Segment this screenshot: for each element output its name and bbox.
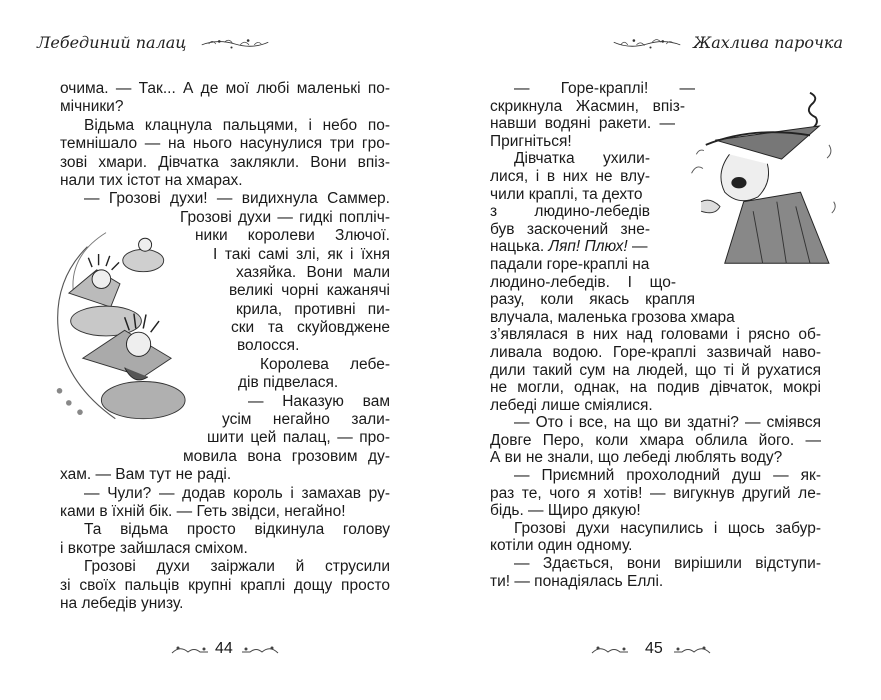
- text-line: лися, і в них не влу-: [490, 167, 650, 185]
- left-page: [0, 0, 440, 700]
- text-line: Грозові духи заіржали й струсили: [84, 558, 390, 576]
- text-line: Пригніться!: [490, 132, 572, 150]
- right-page: [440, 0, 881, 700]
- text-line: — Грозові духи! — видихнула Саммер.: [84, 190, 390, 208]
- text-fragment: —: [632, 238, 648, 256]
- text-line: шити цей палац, — про-: [207, 429, 390, 447]
- text-line: мовила вона грозовим ду-: [183, 447, 390, 465]
- text-line: Відьма клацнула пальцями, і небо по-: [84, 116, 390, 134]
- text-line: ками в їхній бік. — Геть звідси, негайно!: [60, 502, 346, 520]
- text-line: — Горе-краплі! —: [514, 80, 695, 97]
- text-line: скрикнула Жасмин, впіз-: [490, 97, 685, 115]
- text-line: навши водяні ракети. —: [490, 115, 675, 133]
- text-line: падали горе-краплі на: [490, 255, 650, 273]
- sound-effect-text: Ляп! Плюх!: [548, 238, 628, 256]
- text-line: хам. — Вам тут не раді.: [60, 466, 232, 484]
- text-line: ники королеви Злючої.: [195, 227, 390, 245]
- swan-ornament-icon: [672, 643, 712, 657]
- text-line: усім негайно зали-: [222, 411, 390, 429]
- text-line: ливала водою. Горе-краплі зазвичай наво-: [490, 343, 821, 361]
- text-line: Грозові духи — гидкі попліч-: [180, 208, 390, 226]
- running-head-right: Жахлива парочка: [693, 33, 843, 52]
- text-line: бідь. — Щиро дякую!: [490, 502, 641, 520]
- text-line: раз те, чого я хотів! — вигукнув другий ле-: [490, 484, 821, 502]
- text-line: — Наказую вам: [248, 392, 390, 410]
- text-line: котіли один одному.: [490, 537, 633, 555]
- text-line: дів підвелася.: [238, 374, 339, 392]
- text-line: не могли, однак, на подив дівчаток, мокрі: [490, 379, 821, 397]
- text-line: і вкотре зайшлася сміхом.: [60, 539, 248, 557]
- text-line: волосся.: [237, 337, 300, 355]
- storm-spirits-illustration: [28, 228, 198, 428]
- swan-ornament-icon: [240, 643, 280, 657]
- text-line: влучала, маленька грозова хмара: [490, 308, 735, 326]
- text-line: хазяйка. Вони мали: [236, 263, 390, 281]
- text-line: лебеді лише сміялися.: [490, 396, 653, 414]
- text-line: І такі самі злі, як і їхня: [213, 245, 390, 263]
- swan-ornament-icon: [590, 643, 630, 657]
- text-line: нали тих істот на хмарах.: [60, 171, 243, 189]
- text-line: дили такий сум на людей, що ті й рухатися: [490, 361, 821, 379]
- text-line: Грозові духи насупились і щось забур-: [514, 519, 821, 537]
- text-line: людино-лебедів. І що-: [490, 273, 676, 291]
- text-line: — Чули? — додав король і замахав ру-: [84, 484, 390, 502]
- text-line: темнішало — на нього насунулися три гро-: [60, 135, 390, 153]
- text-line: — Приємний прохолодний душ — як-: [514, 467, 821, 485]
- text-line: Довге Перо, коли хмара облила його. —: [490, 431, 821, 449]
- text-line: зові хмари. Дівчатка заклякли. Вони впіз-: [60, 153, 390, 171]
- text-fragment: нацька.: [490, 238, 545, 256]
- text-line: великі чорні кажанячі: [229, 282, 390, 300]
- page-number-right: 45: [645, 640, 663, 657]
- swan-ornament-icon: [170, 643, 210, 657]
- text-line: з людино-лебедів: [490, 203, 650, 221]
- text-line: зі своїх пальців крупні краплі дощу просто: [60, 576, 390, 594]
- floral-ornament-icon: [200, 36, 270, 52]
- text-line: мічники?: [60, 98, 124, 116]
- text-line: А ви не знали, що лебеді люблять воду?: [490, 449, 783, 467]
- text-line: — Здається, вони вирішили відступи-: [514, 555, 821, 573]
- running-head-left: Лебединий палац: [37, 33, 187, 52]
- text-line: крила, противні пи-: [236, 300, 390, 318]
- text-line: Та відьма просто відкинула голову: [84, 521, 390, 539]
- text-line: разу, коли якась крапля: [490, 291, 695, 309]
- text-line: ски та скуйовджене: [231, 319, 390, 337]
- text-line: очима. — Так... А де мої любі маленькі по-: [60, 80, 390, 97]
- text-line: з’являлася в них над головами і рясно об-: [490, 326, 821, 344]
- text-line: Королева лебе-: [260, 355, 390, 373]
- witch-illustration: [685, 88, 845, 268]
- page-number-left: 44: [215, 640, 233, 657]
- text-line: був заскочений зне-: [490, 220, 650, 238]
- floral-ornament-icon: [612, 36, 682, 52]
- text-line: Дівчатка ухили-: [514, 150, 650, 168]
- text-line: — Ото і все, на що ви здатні? — сміявся: [514, 414, 821, 432]
- text-line: ти! — понадіялась Еллі.: [490, 572, 664, 590]
- text-line: чили краплі, та дехто: [490, 185, 643, 203]
- text-line: на лебедів унизу.: [60, 594, 184, 612]
